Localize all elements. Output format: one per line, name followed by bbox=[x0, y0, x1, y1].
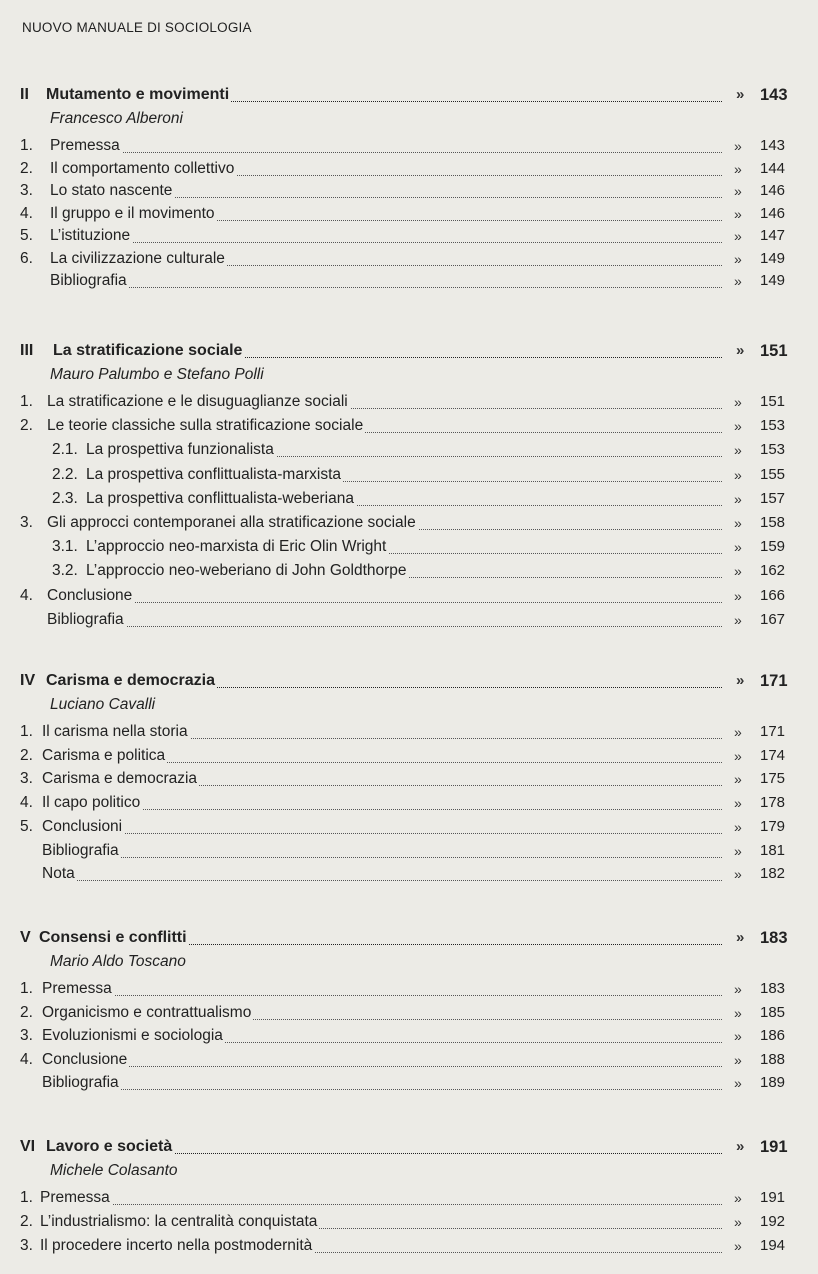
entry-title: Le teorie classiche sulla stratificazione sociale bbox=[47, 415, 365, 437]
page-marker: » bbox=[734, 466, 742, 483]
entry-title: Evoluzionismi e sociologia bbox=[42, 1025, 225, 1047]
entry-page-number: 175 bbox=[760, 770, 786, 788]
entry-number: 3.2. bbox=[52, 562, 78, 580]
entry-title: Bibliografia bbox=[50, 270, 129, 292]
leader-dots bbox=[42, 856, 722, 858]
leader-dots bbox=[42, 1065, 722, 1067]
entry-number: 3. bbox=[20, 514, 33, 531]
entry-number: 4. bbox=[20, 204, 33, 222]
section-entry bbox=[0, 1049, 818, 1071]
chapter-title: Carisma e democrazia bbox=[46, 670, 217, 692]
entry-number: 3. bbox=[20, 1027, 33, 1044]
section-entry bbox=[0, 225, 818, 247]
page-marker: » bbox=[734, 418, 742, 435]
entry-title: Il carisma nella storia bbox=[42, 721, 190, 743]
page-marker: » bbox=[736, 672, 745, 689]
entry-page-number: 191 bbox=[760, 1189, 786, 1206]
section-entry bbox=[0, 863, 818, 885]
entry-title: Il gruppo e il movimento bbox=[50, 203, 217, 225]
subsection-entry bbox=[0, 488, 818, 510]
entry-title: Premessa bbox=[50, 135, 122, 157]
entry-page-number: 166 bbox=[760, 586, 786, 604]
section-entry bbox=[0, 745, 818, 767]
page-marker: » bbox=[736, 1138, 745, 1155]
entry-number: 4. bbox=[20, 1050, 33, 1068]
page-marker: » bbox=[734, 1004, 742, 1021]
chapter-author: Francesco Alberoni bbox=[50, 110, 183, 127]
entry-number: 2.2. bbox=[52, 465, 78, 483]
entry-title: Carisma e democrazia bbox=[42, 768, 199, 790]
leader-dots bbox=[50, 241, 722, 243]
entry-number: 2. bbox=[20, 746, 33, 764]
chapter-numeral: II bbox=[20, 86, 29, 103]
section-entry bbox=[0, 840, 818, 862]
entry-title: Bibliografia bbox=[42, 1072, 121, 1094]
section-entry bbox=[0, 180, 818, 202]
chapter-author: Mauro Palumbo e Stefano Polli bbox=[50, 366, 264, 383]
entry-page-number: 144 bbox=[760, 159, 786, 177]
page-marker: » bbox=[734, 1028, 742, 1044]
chapter-page-number: 143 bbox=[760, 86, 788, 104]
leader-dots bbox=[42, 808, 722, 810]
entry-title: La prospettiva conflittualista-weberiana bbox=[86, 488, 356, 510]
entry-number: 6. bbox=[20, 249, 33, 267]
chapter-heading bbox=[0, 670, 818, 692]
section-entry bbox=[0, 978, 818, 1000]
author-line bbox=[0, 694, 818, 716]
chapter-page-number: 171 bbox=[760, 672, 788, 690]
entry-title: Nota bbox=[42, 863, 77, 885]
entry-number: 3. bbox=[20, 770, 33, 788]
entry-page-number: 157 bbox=[760, 489, 786, 507]
entry-title: L’istituzione bbox=[50, 225, 132, 247]
chapter-title: Lavoro e società bbox=[46, 1136, 174, 1158]
entry-title: Conclusione bbox=[47, 585, 134, 607]
author-line bbox=[0, 1160, 818, 1182]
entry-page-number: 178 bbox=[760, 794, 786, 812]
entry-title: L’approccio neo-marxista di Eric Olin Wright bbox=[86, 536, 388, 558]
page-marker: » bbox=[734, 183, 742, 199]
section-entry bbox=[0, 203, 818, 225]
page-marker: » bbox=[734, 160, 742, 177]
entry-number: 1. bbox=[20, 137, 33, 154]
chapter-title: La stratificazione sociale bbox=[53, 340, 244, 362]
entry-page-number: 186 bbox=[760, 1027, 786, 1044]
entry-page-number: 146 bbox=[760, 182, 786, 199]
section-entry bbox=[0, 585, 818, 607]
section-entry bbox=[0, 816, 818, 838]
entry-title: La prospettiva funzionalista bbox=[86, 439, 276, 461]
page-marker: » bbox=[734, 442, 742, 459]
page-marker: » bbox=[734, 228, 742, 244]
entry-page-number: 188 bbox=[760, 1050, 786, 1068]
page-marker: » bbox=[734, 273, 742, 289]
page-marker: » bbox=[734, 771, 742, 788]
page-marker: » bbox=[734, 563, 742, 580]
page-marker: » bbox=[734, 1214, 742, 1230]
page-marker: » bbox=[734, 539, 742, 556]
entry-page-number: 194 bbox=[760, 1237, 786, 1254]
entry-number: 3. bbox=[20, 182, 33, 199]
entry-title: Il comportamento collettivo bbox=[50, 158, 236, 180]
entry-page-number: 181 bbox=[760, 841, 786, 859]
entry-number: 2. bbox=[20, 417, 33, 435]
entry-number: 1. bbox=[20, 393, 33, 410]
entry-title: Carisma e politica bbox=[42, 745, 167, 767]
entry-page-number: 149 bbox=[760, 249, 786, 267]
chapter-heading bbox=[0, 340, 818, 362]
chapter-numeral: IV bbox=[20, 672, 36, 689]
entry-title: L’approccio neo-weberiano di John Goldthorpe bbox=[86, 560, 409, 582]
leader-dots bbox=[47, 601, 722, 603]
entry-number: 4. bbox=[20, 586, 33, 604]
entry-page-number: 147 bbox=[760, 227, 786, 244]
chapter-page-number: 151 bbox=[760, 342, 788, 360]
author-line bbox=[0, 364, 818, 386]
page-marker: » bbox=[734, 747, 742, 764]
subsection-entry bbox=[0, 464, 818, 486]
chapter-page-number: 191 bbox=[760, 1138, 788, 1156]
entry-number: 5. bbox=[20, 227, 33, 244]
entry-page-number: 153 bbox=[760, 417, 786, 435]
chapter-numeral: III bbox=[20, 342, 34, 359]
section-entry bbox=[0, 135, 818, 157]
chapter-heading bbox=[0, 927, 818, 949]
section-entry bbox=[0, 1025, 818, 1047]
entry-title: Premessa bbox=[40, 1187, 112, 1209]
leader-dots bbox=[42, 879, 722, 881]
entry-title: Conclusioni bbox=[42, 816, 124, 838]
entry-page-number: 153 bbox=[760, 441, 786, 459]
entry-page-number: 146 bbox=[760, 204, 786, 222]
entry-page-number: 155 bbox=[760, 465, 786, 483]
entry-page-number: 182 bbox=[760, 865, 786, 883]
entry-number: 3.1. bbox=[52, 538, 78, 556]
page-marker: » bbox=[734, 981, 742, 997]
page-marker: » bbox=[734, 818, 742, 835]
leader-dots bbox=[42, 1088, 722, 1090]
entry-number: 1. bbox=[20, 723, 33, 740]
section-entry bbox=[0, 270, 818, 292]
chapter-author: Mario Aldo Toscano bbox=[50, 953, 186, 970]
entry-number: 2.3. bbox=[52, 489, 78, 507]
entry-title: Conclusione bbox=[42, 1049, 129, 1071]
chapter-page-number: 183 bbox=[760, 929, 788, 947]
entry-title: Premessa bbox=[42, 978, 114, 1000]
entry-page-number: 167 bbox=[760, 610, 786, 628]
leader-dots bbox=[40, 1203, 722, 1205]
entry-title: Lo stato nascente bbox=[50, 180, 174, 202]
entry-page-number: 143 bbox=[760, 137, 786, 154]
entry-number: 5. bbox=[20, 817, 33, 835]
section-entry bbox=[0, 391, 818, 413]
section-entry bbox=[0, 1072, 818, 1094]
entry-title: Bibliografia bbox=[42, 840, 121, 862]
entry-page-number: 174 bbox=[760, 746, 786, 764]
page-marker: » bbox=[734, 138, 742, 154]
chapter-title: Consensi e conflitti bbox=[39, 927, 189, 949]
entry-page-number: 192 bbox=[760, 1213, 786, 1230]
page-marker: » bbox=[734, 250, 742, 267]
entry-number: 2. bbox=[20, 1213, 33, 1230]
leader-dots bbox=[47, 625, 722, 627]
page-marker: » bbox=[734, 205, 742, 222]
page-marker: » bbox=[736, 342, 745, 359]
entry-number: 2.1. bbox=[52, 441, 78, 459]
entry-number: 1. bbox=[20, 1189, 33, 1206]
running-header: NUOVO MANUALE DI SOCIOLOGIA bbox=[22, 20, 252, 35]
section-entry bbox=[0, 1002, 818, 1024]
entry-number: 2. bbox=[20, 159, 33, 177]
section-entry bbox=[0, 248, 818, 270]
chapter-author: Luciano Cavalli bbox=[50, 696, 156, 713]
entry-title: Bibliografia bbox=[47, 609, 126, 631]
page-marker: » bbox=[734, 1075, 742, 1091]
entry-page-number: 189 bbox=[760, 1074, 786, 1091]
page-marker: » bbox=[734, 1190, 742, 1206]
subsection-entry bbox=[0, 560, 818, 582]
section-entry bbox=[0, 1211, 818, 1233]
entry-number: 1. bbox=[20, 980, 33, 997]
entry-title: La stratificazione e le disuguaglianze sociali bbox=[47, 391, 350, 413]
entry-page-number: 162 bbox=[760, 562, 786, 580]
subsection-entry bbox=[0, 536, 818, 558]
page-marker: » bbox=[734, 1238, 742, 1254]
chapter-heading bbox=[0, 1136, 818, 1158]
leader-dots bbox=[50, 286, 722, 288]
section-entry bbox=[0, 792, 818, 814]
entry-title: L’industrialismo: la centralità conquistata bbox=[40, 1211, 319, 1233]
section-entry bbox=[0, 512, 818, 534]
section-entry bbox=[0, 1187, 818, 1209]
section-entry bbox=[0, 158, 818, 180]
chapter-author: Michele Colasanto bbox=[50, 1162, 178, 1179]
entry-page-number: 159 bbox=[760, 538, 786, 556]
page-marker: » bbox=[734, 1051, 742, 1068]
section-entry bbox=[0, 415, 818, 437]
section-entry bbox=[0, 768, 818, 790]
author-line bbox=[0, 951, 818, 973]
entry-title: Organicismo e contrattualismo bbox=[42, 1002, 253, 1024]
leader-dots bbox=[42, 832, 722, 834]
entry-page-number: 183 bbox=[760, 980, 786, 997]
entry-title: Il procedere incerto nella postmodernità bbox=[40, 1235, 314, 1257]
entry-title: Il capo politico bbox=[42, 792, 142, 814]
chapter-numeral: VI bbox=[20, 1138, 36, 1155]
entry-page-number: 179 bbox=[760, 817, 786, 835]
entry-number: 3. bbox=[20, 1237, 33, 1254]
page-marker: » bbox=[734, 587, 742, 604]
page-marker: » bbox=[734, 515, 742, 531]
entry-page-number: 158 bbox=[760, 514, 786, 531]
page-marker: » bbox=[734, 611, 742, 628]
entry-page-number: 151 bbox=[760, 393, 786, 410]
page-marker: » bbox=[734, 866, 742, 883]
page-marker: » bbox=[736, 86, 745, 103]
entry-title: La civilizzazione culturale bbox=[50, 248, 227, 270]
leader-dots bbox=[50, 151, 722, 153]
entry-number: 2. bbox=[20, 1003, 33, 1021]
entry-title: La prospettiva conflittualista-marxista bbox=[86, 464, 343, 486]
section-entry bbox=[0, 1235, 818, 1257]
section-entry bbox=[0, 721, 818, 743]
chapter-numeral: V bbox=[20, 929, 31, 946]
entry-page-number: 149 bbox=[760, 272, 786, 289]
author-line bbox=[0, 108, 818, 130]
page-marker: » bbox=[734, 394, 742, 410]
chapter-title: Mutamento e movimenti bbox=[46, 84, 231, 106]
entry-number: 4. bbox=[20, 794, 33, 812]
subsection-entry bbox=[0, 439, 818, 461]
page-marker: » bbox=[734, 795, 742, 812]
page-marker: » bbox=[734, 490, 742, 507]
page-marker: » bbox=[734, 724, 742, 740]
leader-dots bbox=[42, 994, 722, 996]
page-marker: » bbox=[736, 929, 745, 946]
entry-page-number: 171 bbox=[760, 723, 786, 740]
chapter-heading bbox=[0, 84, 818, 106]
page-marker: » bbox=[734, 842, 742, 859]
entry-page-number: 185 bbox=[760, 1003, 786, 1021]
entry-title: Gli approcci contemporanei alla stratificazione sociale bbox=[47, 512, 418, 534]
section-entry bbox=[0, 609, 818, 631]
